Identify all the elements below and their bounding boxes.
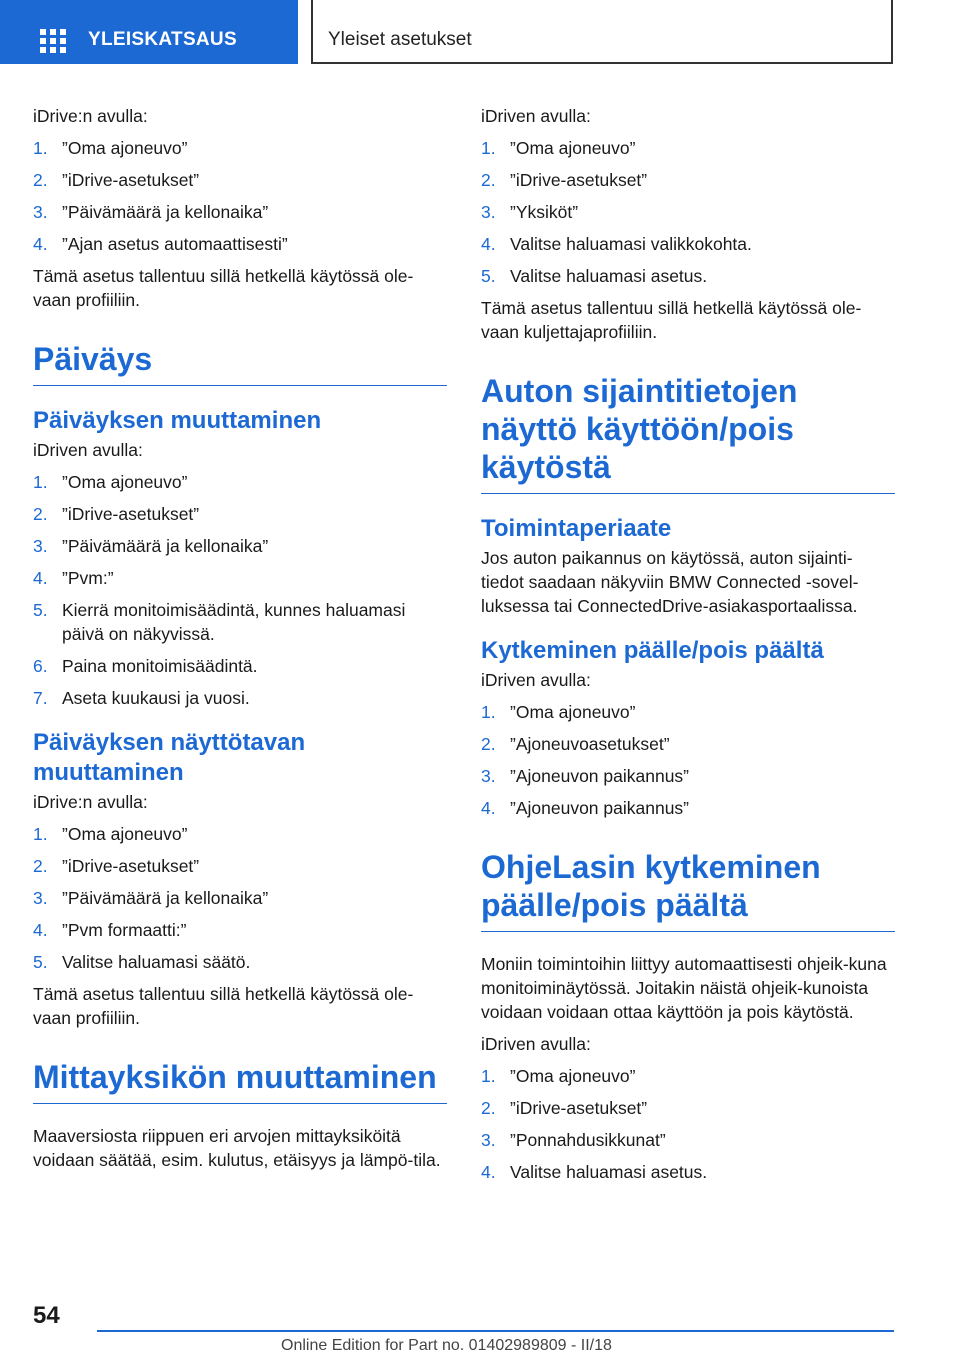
footer-edition [281, 1337, 612, 1355]
heading-switch: Kytkeminen päälle/pois päältä [481, 637, 824, 664]
list-item [481, 1128, 895, 1152]
heading-tips: OhjeLasin kytkeminen päälle/pois päältä [481, 848, 895, 932]
note-text: Tämä asetus tallentuu sillä hetkellä käytössä ole-vaan profiiliin. [33, 984, 414, 1028]
list-item-number: 2. [481, 734, 496, 754]
principle-text: Jos auton paikannus on käytössä, auton sijainti-tiedot saadaan näkyviin BMW Connected -sovel-luksessa tai ConnectedDrive-asiakasportaalissa. [481, 548, 859, 616]
list-item-number: 4. [33, 568, 48, 588]
left-column [33, 104, 447, 1180]
overview-tab[interactable] [0, 0, 298, 64]
list-item-number: 1. [481, 1066, 496, 1086]
list-item [33, 168, 447, 192]
list-item-number: 3. [481, 766, 496, 786]
list-item-number: 4. [481, 234, 496, 254]
intro-text: iDriven avulla: [481, 670, 591, 690]
list-item-text: ”Ajoneuvon paikannus” [510, 798, 690, 818]
section-tab[interactable] [311, 0, 893, 64]
list-item-text: ”Pvm:” [62, 568, 114, 588]
list-item [481, 232, 895, 256]
list-item-number: 1. [33, 138, 48, 158]
list-item-number: 3. [33, 536, 48, 556]
list-item [33, 470, 447, 494]
list-item-text: ”Oma ajoneuvo” [510, 138, 636, 158]
steps-list [481, 136, 895, 288]
list-item-number: 6. [33, 656, 48, 676]
list-item [33, 950, 447, 974]
list-item-number: 1. [481, 702, 496, 722]
list-item-number: 3. [481, 1130, 496, 1150]
list-item [481, 796, 895, 820]
right-column [481, 104, 895, 1192]
list-item-text: Paina monitoimisäädintä. [62, 656, 258, 676]
heading-location: Auton sijaintitietojen näyttö käyttöön/pois käytöstä [481, 372, 895, 494]
list-item [481, 264, 895, 288]
list-item-text: ”Oma ajoneuvo” [510, 702, 636, 722]
list-item-text: ”iDrive-asetukset” [62, 170, 200, 190]
list-item-number: 5. [481, 266, 496, 286]
list-item-text: Valitse haluamasi säätö. [62, 952, 251, 972]
steps-list [33, 822, 447, 974]
list-item-text: Kierrä monitoimisäädintä, kunnes haluamasi päivä on näkyvissä. [62, 600, 406, 644]
intro-text: iDriven avulla: [481, 1034, 591, 1054]
list-item-number: 4. [481, 798, 496, 818]
list-item-text: ”Ajoneuvon paikannus” [510, 766, 690, 786]
note-text: Tämä asetus tallentuu sillä hetkellä käytössä ole-vaan kuljettajaprofiiliin. [481, 298, 862, 342]
list-item-number: 5. [33, 952, 48, 972]
list-item [33, 136, 447, 160]
list-item-number: 3. [33, 202, 48, 222]
list-item [481, 1160, 895, 1184]
list-item-number: 2. [481, 170, 496, 190]
page-header [0, 0, 960, 66]
list-item-number: 1. [33, 824, 48, 844]
units-text: Maaversiosta riippuen eri arvojen mittayksiköitä voidaan säätää, esim. kulutus, etäisyys ja lämpö-tila. [33, 1126, 441, 1170]
list-item [33, 854, 447, 878]
list-item-number: 5. [33, 600, 48, 620]
list-item-number: 3. [481, 202, 496, 222]
note-text: Tämä asetus tallentuu sillä hetkellä käytössä ole-vaan profiiliin. [33, 266, 414, 310]
list-item-number: 2. [33, 856, 48, 876]
list-item-number: 4. [481, 1162, 496, 1182]
list-item-text: ”Oma ajoneuvo” [510, 1066, 636, 1086]
heading-date-format: Päiväyksen näyttötavan muuttaminen [33, 729, 306, 786]
grid-icon [40, 29, 66, 53]
intro-text: iDrive:n avulla: [33, 792, 148, 812]
list-item-text: Aseta kuukausi ja vuosi. [62, 688, 250, 708]
list-item-number: 7. [33, 688, 48, 708]
section-tab-label: Yleiset asetukset [328, 29, 472, 50]
list-item-text: Valitse haluamasi asetus. [510, 1162, 708, 1182]
list-item-text: ”Ajan asetus automaattisesti” [62, 234, 288, 254]
list-item [33, 822, 447, 846]
list-item-number: 2. [481, 1098, 496, 1118]
list-item [33, 232, 447, 256]
list-item-text: ”Oma ajoneuvo” [62, 472, 188, 492]
list-item-number: 4. [33, 234, 48, 254]
heading-principle: Toimintaperiaate [481, 515, 672, 542]
list-item [33, 654, 447, 678]
steps-list [33, 470, 447, 710]
list-item [481, 732, 895, 756]
steps-list [481, 700, 895, 820]
list-item-number: 3. [33, 888, 48, 908]
list-item-text: Valitse haluamasi asetus. [510, 266, 708, 286]
overview-tab-label: YLEISKATSAUS [88, 29, 237, 50]
list-item-number: 1. [481, 138, 496, 158]
list-item [33, 502, 447, 526]
list-item [481, 200, 895, 224]
intro-text: iDriven avulla: [481, 106, 591, 126]
list-item-text: Valitse haluamasi valikkokohta. [510, 234, 752, 254]
list-item-text: ”Oma ajoneuvo” [62, 138, 188, 158]
steps-list [33, 136, 447, 256]
list-item-text: ”Päivämäärä ja kellonaika” [62, 202, 269, 222]
footer-edition-text: Online Edition for Part no. 01402989809 - II/18 [281, 1337, 612, 1354]
page-number: 54 [33, 1302, 60, 1329]
footer-divider [97, 1330, 894, 1332]
list-item-text: ”Päivämäärä ja kellonaika” [62, 536, 269, 556]
list-item [481, 168, 895, 192]
heading-change-date: Päiväyksen muuttaminen [33, 407, 322, 434]
list-item-text: ”iDrive-asetukset” [510, 170, 648, 190]
list-item-text: ”Yksiköt” [510, 202, 579, 222]
list-item-number: 1. [33, 472, 48, 492]
list-item [481, 764, 895, 788]
list-item [481, 1064, 895, 1088]
list-item [33, 686, 447, 710]
list-item-text: ”iDrive-asetukset” [62, 504, 200, 524]
list-item-text: ”Pvm formaatti:” [62, 920, 187, 940]
list-item [33, 886, 447, 910]
heading-units: Mittayksikön muuttaminen [33, 1058, 447, 1104]
steps-list [481, 1064, 895, 1184]
list-item-text: ”Oma ajoneuvo” [62, 824, 188, 844]
list-item-number: 2. [33, 170, 48, 190]
list-item-text: ”Ajoneuvoasetukset” [510, 734, 670, 754]
list-item-text: ”Päivämäärä ja kellonaika” [62, 888, 269, 908]
heading-date: Päiväys [33, 340, 447, 386]
list-item [481, 700, 895, 724]
list-item [33, 200, 447, 224]
list-item [481, 1096, 895, 1120]
list-item [33, 566, 447, 590]
list-item-text: ”iDrive-asetukset” [62, 856, 200, 876]
list-item [33, 534, 447, 558]
list-item [33, 598, 447, 646]
intro-text: iDrive:n avulla: [33, 106, 148, 126]
list-item [33, 918, 447, 942]
intro-text: iDriven avulla: [33, 440, 143, 460]
list-item-number: 4. [33, 920, 48, 940]
list-item [481, 136, 895, 160]
list-item-number: 2. [33, 504, 48, 524]
list-item-text: ”Ponnahdusikkunat” [510, 1130, 666, 1150]
tips-text: Moniin toimintoihin liittyy automaattisesti ohjeik-kuna monitoiminäytössä. Joitakin näistä ohjeik-kunoista voidaan voidaan ottaa käyttöön ja pois käytöstä. [481, 954, 887, 1022]
list-item-text: ”iDrive-asetukset” [510, 1098, 648, 1118]
